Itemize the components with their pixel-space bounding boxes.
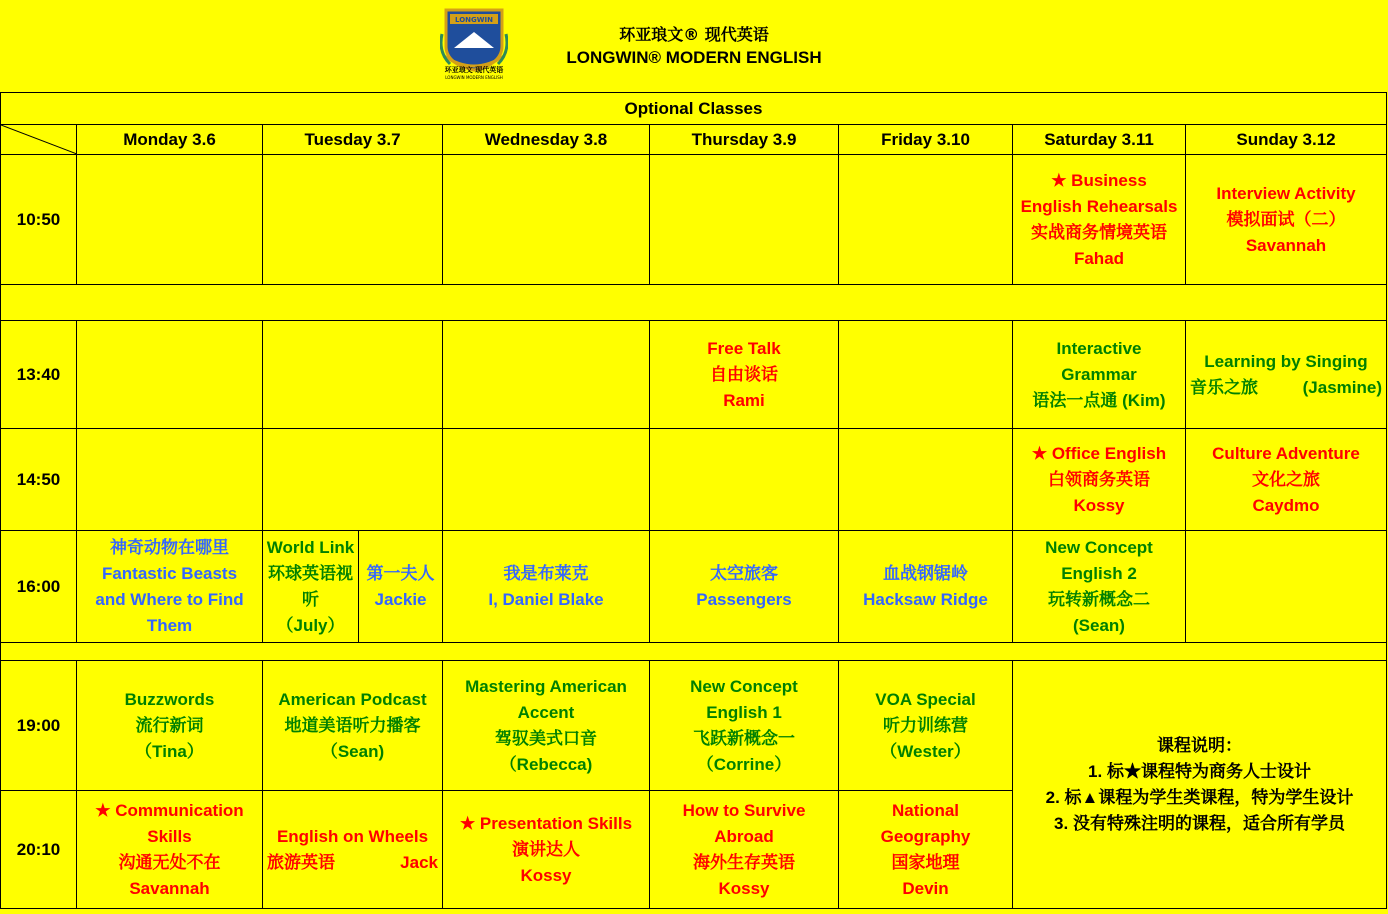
empty-cell [77,155,263,285]
movie-fantastic-beasts: 神奇动物在哪里 Fantastic Beasts and Where to Find Them [77,531,263,643]
class-how-to-survive-abroad: How to Survive Abroad 海外生存英语 Kossy [650,791,839,909]
logo-caption: 环亚琅文 现代英语 [444,66,504,74]
empty-cell [650,155,839,285]
empty-cell [263,321,443,429]
day-header-saturday: Saturday 3.11 [1013,125,1186,155]
day-header-wednesday: Wednesday 3.8 [443,125,650,155]
class-business-rehearsals: ★ Business English Rehearsals 实战商务情境英语 Fahad [1013,155,1186,285]
empty-cell [263,429,443,531]
class-free-talk: Free Talk 自由谈话 Rami [650,321,839,429]
diagonal-divider-icon [1,125,77,154]
class-world-link: World Link 环球英语视听 （July） [263,531,359,643]
day-header-friday: Friday 3.10 [839,125,1013,155]
time-1450: 14:50 [1,429,77,531]
class-presentation-skills: ★ Presentation Skills 演讲达人 Kossy [443,791,650,909]
empty-cell [443,155,650,285]
class-buzzwords: Buzzwords 流行新词 （Tina） [77,661,263,791]
movie-jackie: 第一夫人 Jackie [359,531,443,643]
class-learning-by-singing: Learning by Singing 音乐之旅 (Jasmine) [1186,321,1387,429]
class-american-podcast: American Podcast 地道美语听力播客 （Sean) [263,661,443,791]
empty-cell [1186,531,1387,643]
svg-text:LONGWIN: LONGWIN [455,16,493,24]
class-schedule-table [0,92,1387,909]
empty-cell [839,321,1013,429]
break-row [1,285,1387,321]
header [0,0,1388,92]
title-chinese: 环亚琅文® 现代英语 [619,25,769,44]
time-1050: 10:50 [1,155,77,285]
empty-cell [77,429,263,531]
title-english: LONGWIN® MODERN ENGLISH [566,48,822,67]
movie-hacksaw-ridge: 血战钢锯岭 Hacksaw Ridge [839,531,1013,643]
day-header-thursday: Thursday 3.9 [650,125,839,155]
empty-cell [839,155,1013,285]
empty-cell [443,429,650,531]
logo-subcaption: LONGWIN MODERN ENGLISH [445,75,503,80]
section-title: Optional Classes [1,93,1387,125]
class-interview-activity: Interview Activity 模拟面试（二） Savannah [1186,155,1387,285]
class-communication-skills: ★ Communication Skills 沟通无处不在 Savannah [77,791,263,909]
course-notes: 课程说明： 1. 标★课程特为商务人士设计 2. 标▲课程为学生类课程，特为学生设计 3. 没有特殊注明的课程，适合所有学员 [1013,661,1387,909]
empty-cell [263,155,443,285]
class-english-on-wheels: English on Wheels 旅游英语 Jack [263,791,443,909]
class-new-concept-1: New Concept English 1 飞跃新概念一 （Corrine） [650,661,839,791]
class-mastering-american-accent: Mastering American Accent 驾驭美式口音 （Rebecca) [443,661,650,791]
class-national-geography: National Geography 国家地理 Devin [839,791,1013,909]
time-1900: 19:00 [1,661,77,791]
empty-cell [839,429,1013,531]
day-header-monday: Monday 3.6 [77,125,263,155]
corner-cell [1,125,77,155]
empty-cell [77,321,263,429]
class-culture-adventure: Culture Adventure 文化之旅 Caydmo [1186,429,1387,531]
empty-cell [650,429,839,531]
time-1600: 16:00 [1,531,77,643]
class-office-english: ★ Office English 白领商务英语 Kossy [1013,429,1186,531]
time-2010: 20:10 [1,791,77,909]
break-row [1,643,1387,661]
empty-cell [443,321,650,429]
movie-i-daniel-blake: 我是布莱克 I, Daniel Blake [443,531,650,643]
class-voa-special: VOA Special 听力训练营 （Wester） [839,661,1013,791]
movie-passengers: 太空旅客 Passengers [650,531,839,643]
day-header-sunday: Sunday 3.12 [1186,125,1387,155]
class-interactive-grammar: Interactive Grammar 语法一点通 (Kim) [1013,321,1186,429]
time-1340: 13:40 [1,321,77,429]
day-header-tuesday: Tuesday 3.7 [263,125,443,155]
class-new-concept-2: New Concept English 2 玩转新概念二 (Sean) [1013,531,1186,643]
